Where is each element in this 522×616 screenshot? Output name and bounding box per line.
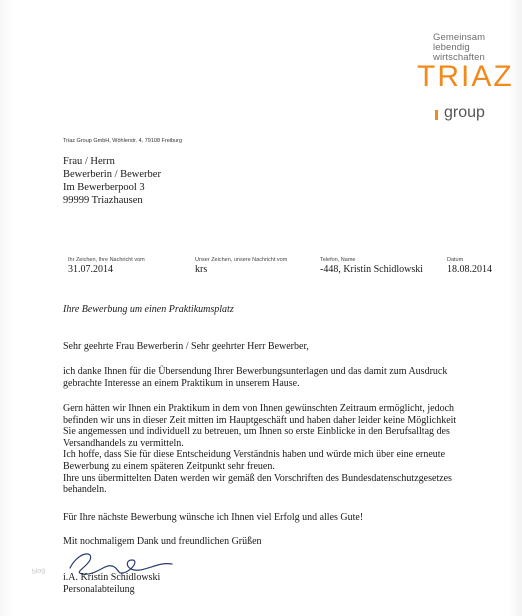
logo-tagline-line: wirtschaften — [433, 52, 485, 63]
recipient-line: 99999 Triazhausen — [63, 195, 143, 206]
paragraph-3 — [63, 512, 503, 524]
paragraph-line: Versandhandels zu vermitteln. — [63, 437, 184, 449]
paragraph-1 — [63, 366, 503, 389]
salutation — [63, 341, 503, 353]
signer-block — [63, 572, 503, 595]
paragraph-line: Sie angemessen und individuell zu betreuen, um Ihnen so erste Einblicke in den Berufsalltag des — [63, 426, 450, 438]
paragraph-line: Ihre uns übermittelten Daten werden wir gemäß den Vorschriften des Bundesdatenschutzgesetzes — [63, 472, 452, 484]
date-label: Datum — [447, 257, 464, 263]
triaz-logo-wordmark: TRIAZ — [417, 60, 514, 93]
your-reference-value: 31.07.2014 — [68, 264, 113, 275]
recipient-line: Frau / Herrn — [63, 156, 115, 167]
recipient-line: Im Bewerberpool 3 — [63, 182, 145, 193]
signer-name: i.A. Kristin Schidlowski — [63, 572, 161, 583]
closing-text: Mit nochmaligem Dank und freundlichen Grüßen — [63, 536, 262, 547]
paragraph-line: Gern hätten wir Ihnen ein Praktikum in dem von Ihnen gewünschten Zeitraum ermöglicht, jedoch — [63, 403, 455, 414]
logo-group-text: group — [444, 104, 485, 121]
blog-watermark: blog — [31, 567, 46, 576]
your-reference — [68, 256, 145, 276]
sender-address-line: Triaz Group GmbH, Wöhlerstr. 4, 79108 Freiburg — [63, 138, 183, 144]
phone-value: -448, Kristin Schidlowski — [320, 264, 424, 275]
date-reference — [447, 256, 492, 276]
paragraph-line: befinden wir uns in dieser Zeit mitten im Hauptgeschäft und haben daher leider keine Möglichkeit — [63, 414, 457, 426]
our-reference — [195, 256, 287, 276]
letter-subject: Ihre Bewerbung um einen Praktikumsplatz — [63, 304, 234, 315]
logo-tagline — [433, 33, 518, 63]
recipient-line: Bewerberin / Bewerber — [63, 169, 161, 180]
paragraph-line: Für Ihre nächste Bewerbung wünsche ich Ihnen viel Erfolg und alles Gute! — [63, 512, 364, 523]
logo-tagline-line: Gemeinsam — [433, 32, 486, 43]
signer-department: Personalabteilung — [63, 583, 135, 595]
date-value: 18.08.2014 — [447, 264, 492, 275]
paragraph-2 — [63, 403, 503, 496]
our-reference-value: krs — [195, 264, 208, 275]
paragraph-line: ich danke Ihnen für die Übersendung Ihrer Bewerbungsunterlagen und das damit zum Ausdruck — [63, 366, 448, 377]
phone-label: Telefon, Name — [320, 257, 356, 263]
logo-tagline-line: lebendig — [433, 42, 470, 53]
your-reference-label: Ihr Zeichen, Ihre Nachricht vom — [68, 257, 145, 263]
recipient-address — [63, 155, 161, 207]
salutation-text: Sehr geehrte Frau Bewerberin / Sehr geehrter Herr Bewerber, — [63, 341, 309, 352]
paragraph-line: Bewerbung zu einem späteren Zeitpunkt sehr freuen. — [63, 460, 275, 472]
paragraph-line: gebrachte Interesse an einem Praktikum in unserem Hause. — [63, 377, 300, 389]
logo-accent-bar — [435, 110, 438, 120]
our-reference-label: Unser Zeichen, unsere Nachricht vom — [195, 257, 288, 263]
phone-name-reference — [320, 256, 423, 276]
paragraph-line: behandeln. — [63, 484, 107, 496]
paragraph-line: Ich hoffe, dass Sie für diese Entscheidung Verständnis haben und würde mich über eine erneute — [63, 449, 446, 461]
